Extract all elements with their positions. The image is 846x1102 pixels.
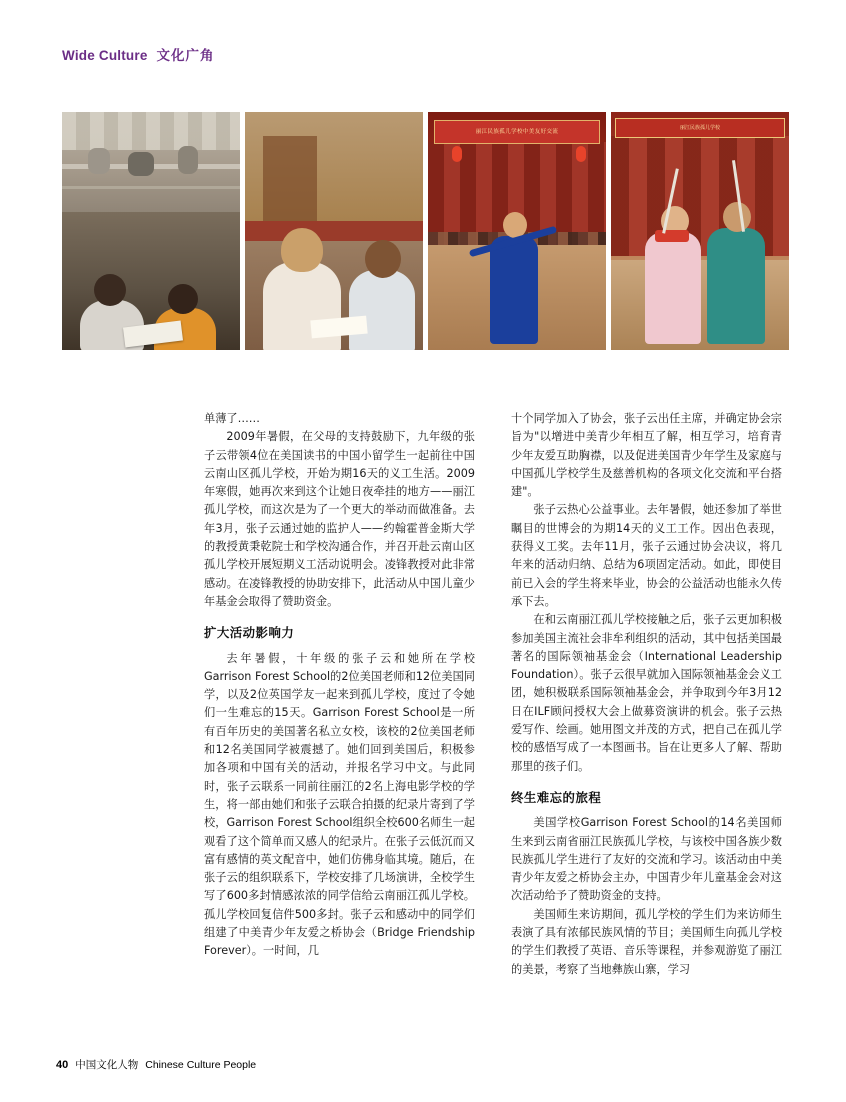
lantern-right [576, 146, 586, 162]
stage-banner-secondary: 丽江民族孤儿学校 [615, 118, 785, 138]
page-number: 40 [56, 1059, 69, 1071]
publication-name-cn: 中国文化人物 [75, 1059, 139, 1071]
section-title-en: Wide Culture [62, 48, 148, 63]
martial-arts-performer [490, 236, 538, 344]
subheading-expand-impact: 扩大活动影响力 [204, 625, 295, 641]
paragraph: 十个同学加入了协会，张子云出任主席，并确定协会宗旨为"以增进中美青少年相互了解，相互学习，培育青少年友爱互助胸襟，以及促进美国青少年学生及家庭与中国孤儿学校学生及慈善机构的各项文化交流和平台搭建"。 [511, 412, 782, 499]
paragraph: 美国学校Garrison Forest School的14名美国师生来到云南省丽江民族孤儿学校，与该校中国各族少数民族孤儿学生进行了友好的交流和学习。该活动由中美青少年友爱之桥协会主办，中国青少年儿童基金会对这次活动给予了赞助资金的支持。 [511, 816, 782, 903]
page-footer [56, 1057, 256, 1072]
photo-students-reading-corridor [62, 112, 240, 350]
paragraph: 单薄了…… [204, 412, 260, 425]
red-scarf [655, 230, 689, 242]
photo-girl-and-boy-with-book [245, 112, 423, 350]
wooden-door [263, 136, 317, 222]
paragraph: 去年暑假，十年级的张子云和她所在学校Garrison Forest School的2位美国老师和12位美国同学，以及2位英国学友一起来到孤儿学校，度过了令她们一生难忘的15天。Garrison Forest School是一所有百年历史的美国著名私立女校，该校的2位美国老师和12名美国同学被震撼了。她们回到美国后，积极参加各项和中国有关的活动，并报名学习中文。与此同时，张子云联系一同前往丽江的2名上海电影学校的学生，将一部由她们和张子云联合拍摄的纪录片寄到了学校，Garrison Forest School组织全校600名师生一起观看了这个简单而又感人的纪录片。在张子云低沉而又富有感情的英文配音中，她们仿佛身临其境。随后，在张子云的组织联系下，学校安排了几场演讲，全校学生写了600多封情感浓浓的同学信给云南丽江孤儿学校。孤儿学校回复信件500多封。张子云和感动中的同学们组建了中美青少年友爱之桥协会（Bridge Friendship Forever）。一时间，几 [204, 651, 475, 958]
local-student-figure [349, 270, 415, 350]
section-title-cn: 文化广角 [156, 48, 215, 64]
left-text-column [204, 410, 475, 1050]
corridor-railing-lower [62, 186, 240, 189]
article-body [204, 410, 782, 1050]
stage-banner: 丽江民族孤儿学校中美友好交流 [434, 120, 600, 144]
performer-teal-uniform [707, 228, 765, 344]
publication-name-en: Chinese Culture People [145, 1059, 257, 1071]
lantern-left [452, 146, 462, 162]
paragraph: 美国师生来访期间，孤儿学校的学生们为来访师生表演了具有浓郁民族风情的节目；美国师生向孤儿学校的学生们教授了英语、音乐等课程，并参观游览了丽江的美景，考察了当地彝族山寨，学习 [511, 907, 782, 976]
photo-martial-arts-performance [428, 112, 606, 350]
right-text-column [511, 410, 782, 1050]
photo-sword-performance-duo [611, 112, 789, 350]
performer-pink-uniform [645, 232, 701, 344]
background-person-2 [128, 152, 154, 176]
paragraph: 在和云南丽江孤儿学校接触之后，张子云更加积极参加美国主流社会非牟利组织的活动，其中包括美国最著名的国际领袖基金会（International Leadership Foundation）。张子云很早就加入国际领袖基金会义工团，她积极联系国际领袖基金会，并争取到今年3月12日在ILF顾问授权大会上做募资演讲的机会。张子云热爱写作、绘画。她用图文并茂的方式，把自己在孤儿学校的感悟写成了一本图画书。旨在让更多人了解、帮助那里的孩子们。 [511, 613, 782, 773]
paragraph: 2009年暑假，在父母的支持鼓励下，九年级的张子云带领4位在美国读书的中国小留学生一起前往中国云南山区孤儿学校，开始为期16天的义工生活。2009年寒假，她再次来到这个让她日夜牵挂的地方——丽江孤儿学校，而这次是为了一个更大的举动而做准备。去年3月，张子云通过她的监护人——约翰霍普金斯大学的教授黄秉乾院士和学校沟通合作，并召开赴云南山区孤儿学校开展短期义工活动说明会。凌锋教授对此非常感动。在凌锋教授的协助安排下，此活动从中国儿童少年基金会取得了赞助资金。 [204, 430, 475, 608]
subheading-unforgettable-journey: 终生难忘的旅程 [511, 789, 602, 805]
red-wall-band [245, 221, 423, 240]
photo-strip [62, 112, 784, 350]
section-header [62, 44, 215, 64]
corridor-ceiling [62, 112, 240, 150]
paragraph: 张子云热心公益事业。去年暑假，她还参加了举世瞩目的世博会的为期14天的义工工作。因出色表现，获得义工奖。去年11月，张子云通过协会决议，将几年来的活动归纳、总结为6项固定活动。如此，即使目前已入会的学生将来毕业，协会的公益活动也能永久传承下去。 [511, 503, 782, 608]
background-person-1 [88, 148, 110, 174]
background-person-3 [178, 146, 198, 174]
